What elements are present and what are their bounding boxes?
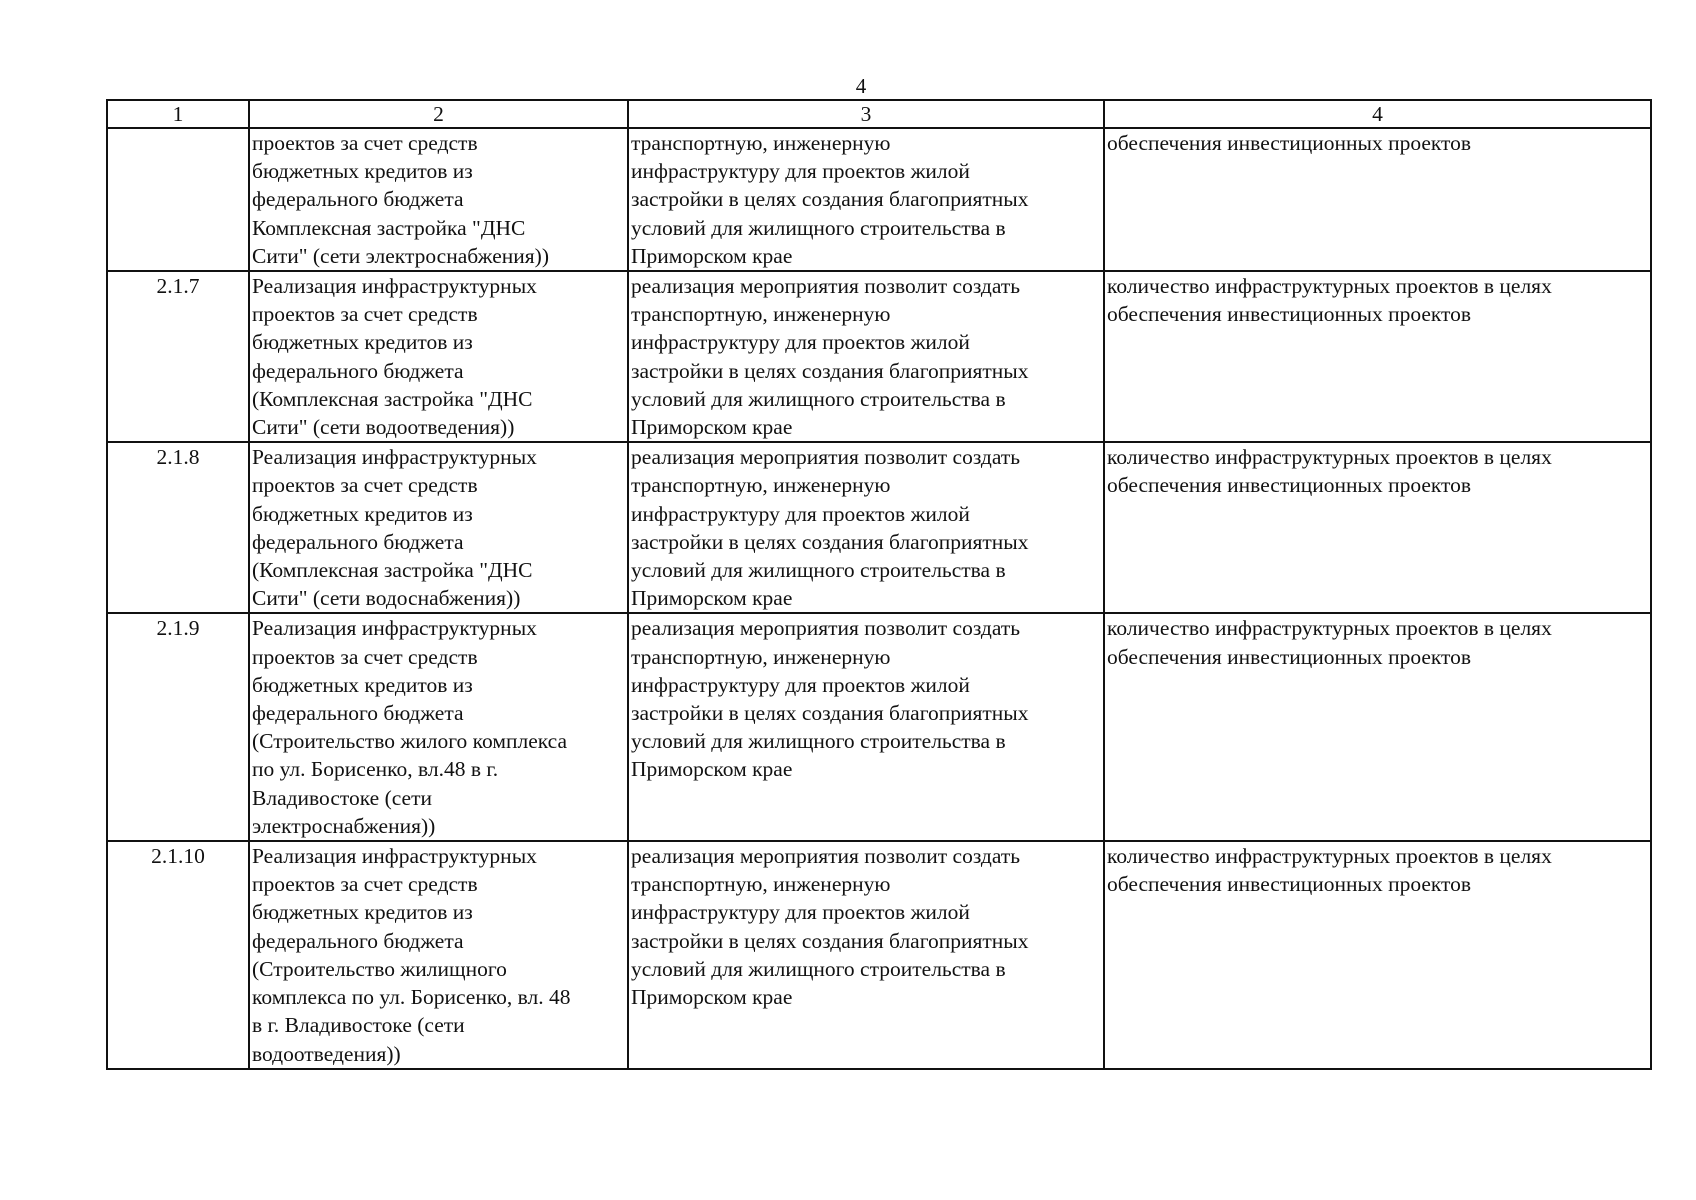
cell-text-line: застройки в целях создания благоприятных	[631, 529, 1029, 554]
cell-text-line: количество инфраструктурных проектов в целях	[1107, 844, 1552, 869]
table-body	[107, 128, 1651, 1069]
cell-text-line: транспортную, инженерную	[631, 302, 891, 327]
cell-text-line: застройки в целях создания благоприятных	[631, 187, 1029, 212]
cell-text-line: количество инфраструктурных проектов в целях	[1107, 274, 1552, 299]
cell-text-line: Реализация инфраструктурных	[252, 844, 537, 869]
table-header-row	[107, 100, 1651, 128]
cell-text-line: обеспечения инвестиционных проектов	[1107, 131, 1472, 155]
expected-effect-cell	[628, 841, 1104, 1069]
cell-text-line: Реализация инфраструктурных	[252, 274, 537, 299]
cell-text-line: проектов за счет средств	[252, 644, 478, 669]
cell-text-line: обеспечения инвестиционных проектов	[1107, 644, 1472, 669]
cell-text-line: бюджетных кредитов из	[252, 672, 473, 697]
cell-text-line: Сити" (сети электроснабжения))	[252, 243, 549, 268]
row-number-cell: 2.1.10	[107, 841, 249, 1069]
cell-text-line: Реализация инфраструктурных	[252, 616, 537, 641]
cell-text-line: Приморском крае	[631, 586, 793, 611]
cell-text-line: транспортную, инженерную	[631, 131, 891, 155]
cell-text-line: федерального бюджета	[252, 701, 464, 726]
row-number-cell: 2.1.9	[107, 613, 249, 841]
cell-text-line: бюджетных кредитов из	[252, 159, 473, 184]
cell-text-line: проектов за счет средств	[252, 872, 478, 897]
table-row	[107, 613, 1651, 841]
cell-text-line: условий для жилищного строительства в	[631, 386, 1006, 411]
cell-text-line: бюджетных кредитов из	[252, 330, 473, 355]
row-number-cell: 2.1.7	[107, 271, 249, 442]
cell-text-line: (Строительство жилищного	[252, 956, 507, 981]
cell-text-line: транспортную, инженерную	[631, 872, 891, 897]
cell-text-line: транспортную, инженерную	[631, 473, 891, 498]
cell-text-line: (Комплексная застройка "ДНС	[252, 386, 533, 411]
cell-text-line: количество инфраструктурных проектов в целях	[1107, 616, 1552, 641]
measures-table	[106, 99, 1652, 1070]
cell-text-line: инфраструктуру для проектов жилой	[631, 672, 970, 697]
row-number-cell: 2.1.8	[107, 442, 249, 613]
column-header-2: 2	[249, 100, 628, 128]
indicator-cell	[1104, 841, 1651, 1069]
cell-text-line: Комплексная застройка "ДНС	[252, 215, 526, 240]
cell-text-line: реализация мероприятия позволит создать	[631, 844, 1021, 869]
cell-text-line: условий для жилищного строительства в	[631, 558, 1006, 583]
cell-text-line: инфраструктуру для проектов жилой	[631, 900, 970, 925]
indicator-cell	[1104, 271, 1651, 442]
column-header-4: 4	[1104, 100, 1651, 128]
indicator-cell	[1104, 442, 1651, 613]
cell-text-line: обеспечения инвестиционных проектов	[1107, 473, 1472, 498]
cell-text-line: Владивостоке (сети	[252, 785, 432, 810]
measure-name-cell	[249, 128, 628, 271]
cell-text-line: комплекса по ул. Борисенко, вл. 48	[252, 985, 571, 1010]
cell-text-line: федерального бюджета	[252, 187, 464, 212]
measure-name-cell	[249, 841, 628, 1069]
cell-text-line: федерального бюджета	[252, 358, 464, 383]
cell-text-line: Реализация инфраструктурных	[252, 445, 537, 470]
cell-text-line: Приморском крае	[631, 415, 793, 440]
cell-text-line: по ул. Борисенко, вл.48 в г.	[252, 757, 499, 782]
column-header-3: 3	[628, 100, 1104, 128]
cell-text-line: обеспечения инвестиционных проектов	[1107, 872, 1472, 897]
cell-text-line: Приморском крае	[631, 243, 793, 268]
expected-effect-cell	[628, 613, 1104, 841]
indicator-cell	[1104, 613, 1651, 841]
cell-text-line: проектов за счет средств	[252, 302, 478, 327]
cell-text-line: количество инфраструктурных проектов в целях	[1107, 445, 1552, 470]
expected-effect-cell	[628, 271, 1104, 442]
cell-text-line: (Строительство жилого комплекса	[252, 729, 568, 754]
cell-text-line: застройки в целях создания благоприятных	[631, 358, 1029, 383]
cell-text-line: Приморском крае	[631, 985, 793, 1010]
measure-name-cell	[249, 613, 628, 841]
cell-text-line: федерального бюджета	[252, 928, 464, 953]
expected-effect-cell	[628, 442, 1104, 613]
cell-text-line: федерального бюджета	[252, 529, 464, 554]
cell-text-line: условий для жилищного строительства в	[631, 215, 1006, 240]
cell-text-line: электроснабжения))	[252, 813, 436, 838]
cell-text-line: бюджетных кредитов из	[252, 900, 473, 925]
cell-text-line: реализация мероприятия позволит создать	[631, 274, 1021, 299]
indicator-cell	[1104, 128, 1651, 271]
cell-text-line: инфраструктуру для проектов жилой	[631, 330, 970, 355]
cell-text-line: Сити" (сети водоснабжения))	[252, 586, 521, 611]
cell-text-line: транспортную, инженерную	[631, 644, 891, 669]
cell-text-line: проектов за счет средств	[252, 131, 478, 155]
measure-name-cell	[249, 271, 628, 442]
cell-text-line: инфраструктуру для проектов жилой	[631, 159, 970, 184]
page-number: 4	[855, 74, 867, 98]
row-number-cell	[107, 128, 249, 271]
measure-name-cell	[249, 442, 628, 613]
cell-text-line: в г. Владивостоке (сети	[252, 1013, 465, 1038]
cell-text-line: Сити" (сети водоотведения))	[252, 415, 515, 440]
cell-text-line: условий для жилищного строительства в	[631, 729, 1006, 754]
cell-text-line: застройки в целях создания благоприятных	[631, 701, 1029, 726]
cell-text-line: инфраструктуру для проектов жилой	[631, 501, 970, 526]
cell-text-line: обеспечения инвестиционных проектов	[1107, 302, 1472, 327]
column-header-1: 1	[107, 100, 249, 128]
table-row	[107, 841, 1651, 1069]
cell-text-line: водоотведения))	[252, 1041, 401, 1066]
cell-text-line: Приморском крае	[631, 757, 793, 782]
cell-text-line: реализация мероприятия позволит создать	[631, 445, 1021, 470]
cell-text-line: условий для жилищного строительства в	[631, 956, 1006, 981]
table-row	[107, 442, 1651, 613]
table-row	[107, 271, 1651, 442]
cell-text-line: (Комплексная застройка "ДНС	[252, 558, 533, 583]
cell-text-line: реализация мероприятия позволит создать	[631, 616, 1021, 641]
cell-text-line: бюджетных кредитов из	[252, 501, 473, 526]
table-row	[107, 128, 1651, 271]
cell-text-line: застройки в целях создания благоприятных	[631, 928, 1029, 953]
cell-text-line: проектов за счет средств	[252, 473, 478, 498]
expected-effect-cell	[628, 128, 1104, 271]
